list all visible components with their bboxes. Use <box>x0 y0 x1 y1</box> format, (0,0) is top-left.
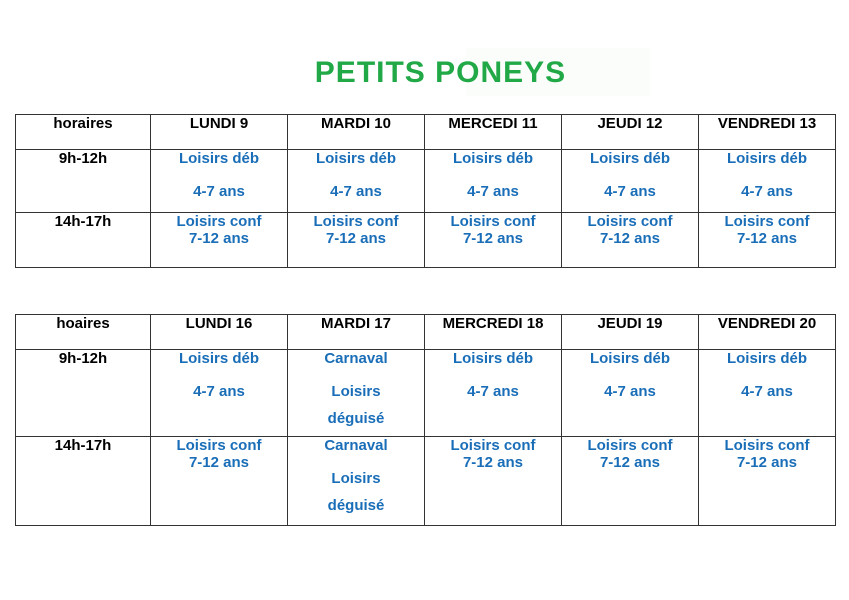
activity-cell <box>288 437 425 526</box>
age-range: 4-7 ans <box>604 183 656 200</box>
activity-name: Loisirs conf <box>724 437 810 454</box>
header-cell-day: LUNDI 16 <box>151 315 288 350</box>
header-cell-day: MARDI 10 <box>288 115 425 150</box>
header-cell-time: hoaires <box>16 315 151 350</box>
activity-name: Loisirs conf <box>176 437 262 454</box>
activity-cell <box>425 213 562 268</box>
activity-name: Loisirs conf <box>587 213 673 230</box>
header-cell-day: JEUDI 12 <box>562 115 699 150</box>
header-cell-day: JEUDI 19 <box>562 315 699 350</box>
page-title: PETITS PONEYS <box>314 56 567 89</box>
activity-cell <box>425 350 562 437</box>
activity-name: Carnaval <box>324 350 388 367</box>
schedule-week-2 <box>15 314 836 526</box>
activity-cell <box>699 150 836 213</box>
activity-name: Loisirs déb <box>726 150 808 167</box>
activity-cell <box>699 437 836 526</box>
afternoon-row <box>16 213 836 268</box>
header-cell-day: MARDI 17 <box>288 315 425 350</box>
activity-line: Loisirs <box>331 470 381 487</box>
activity-cell <box>288 150 425 213</box>
header-row <box>16 115 836 150</box>
activity-name: Loisirs déb <box>178 150 260 167</box>
activity-line: déguisé <box>327 497 385 514</box>
activity-name: Loisirs conf <box>176 213 262 230</box>
time-cell: 14h-17h <box>16 437 151 526</box>
age-range: 7-12 ans <box>736 454 798 471</box>
age-range: 4-7 ans <box>741 183 793 200</box>
activity-cell <box>425 150 562 213</box>
age-range: 7-12 ans <box>599 230 661 247</box>
age-range: 7-12 ans <box>599 454 661 471</box>
age-range: 7-12 ans <box>462 230 524 247</box>
header-cell-day: MERCREDI 18 <box>425 315 562 350</box>
activity-name: Loisirs déb <box>726 350 808 367</box>
activity-cell <box>151 150 288 213</box>
activity-cell <box>699 350 836 437</box>
schedule-week-1 <box>15 114 836 268</box>
time-cell: 9h-12h <box>16 350 151 437</box>
morning-row <box>16 150 836 213</box>
activity-cell <box>562 437 699 526</box>
time-cell: 9h-12h <box>16 150 151 213</box>
header-cell-time: horaires <box>16 115 151 150</box>
activity-cell <box>288 213 425 268</box>
age-range: 7-12 ans <box>188 454 250 471</box>
activity-name: Loisirs conf <box>450 437 536 454</box>
activity-cell <box>288 350 425 437</box>
activity-line: Loisirs <box>331 383 381 400</box>
activity-name: Carnaval <box>324 437 388 454</box>
header-row <box>16 315 836 350</box>
header-cell-day: LUNDI 9 <box>151 115 288 150</box>
activity-name: Loisirs déb <box>452 350 534 367</box>
afternoon-row <box>16 437 836 526</box>
activity-cell <box>425 437 562 526</box>
age-range: 7-12 ans <box>325 230 387 247</box>
age-range: 4-7 ans <box>193 183 245 200</box>
age-range: 4-7 ans <box>604 383 656 400</box>
activity-name: Loisirs déb <box>178 350 260 367</box>
age-range: 4-7 ans <box>467 383 519 400</box>
age-range: 4-7 ans <box>330 183 382 200</box>
activity-cell <box>151 213 288 268</box>
age-range: 7-12 ans <box>462 454 524 471</box>
activity-name: Loisirs conf <box>587 437 673 454</box>
header-cell-day: VENDREDI 20 <box>699 315 836 350</box>
activity-name: Loisirs conf <box>313 213 399 230</box>
age-range: 4-7 ans <box>741 383 793 400</box>
age-range: 7-12 ans <box>188 230 250 247</box>
header-cell-day: VENDREDI 13 <box>699 115 836 150</box>
morning-row <box>16 350 836 437</box>
age-range: 4-7 ans <box>467 183 519 200</box>
activity-cell <box>151 350 288 437</box>
activity-name: Loisirs conf <box>724 213 810 230</box>
age-range: 7-12 ans <box>736 230 798 247</box>
activity-name: Loisirs déb <box>589 150 671 167</box>
activity-line: déguisé <box>327 410 385 427</box>
header-cell-day: MERCEDI 11 <box>425 115 562 150</box>
activity-cell <box>562 150 699 213</box>
activity-cell <box>699 213 836 268</box>
activity-name: Loisirs conf <box>450 213 536 230</box>
time-cell: 14h-17h <box>16 213 151 268</box>
activity-name: Loisirs déb <box>315 150 397 167</box>
activity-cell <box>151 437 288 526</box>
age-range: 4-7 ans <box>193 383 245 400</box>
activity-name: Loisirs déb <box>452 150 534 167</box>
activity-cell <box>562 350 699 437</box>
activity-name: Loisirs déb <box>589 350 671 367</box>
activity-cell <box>562 213 699 268</box>
